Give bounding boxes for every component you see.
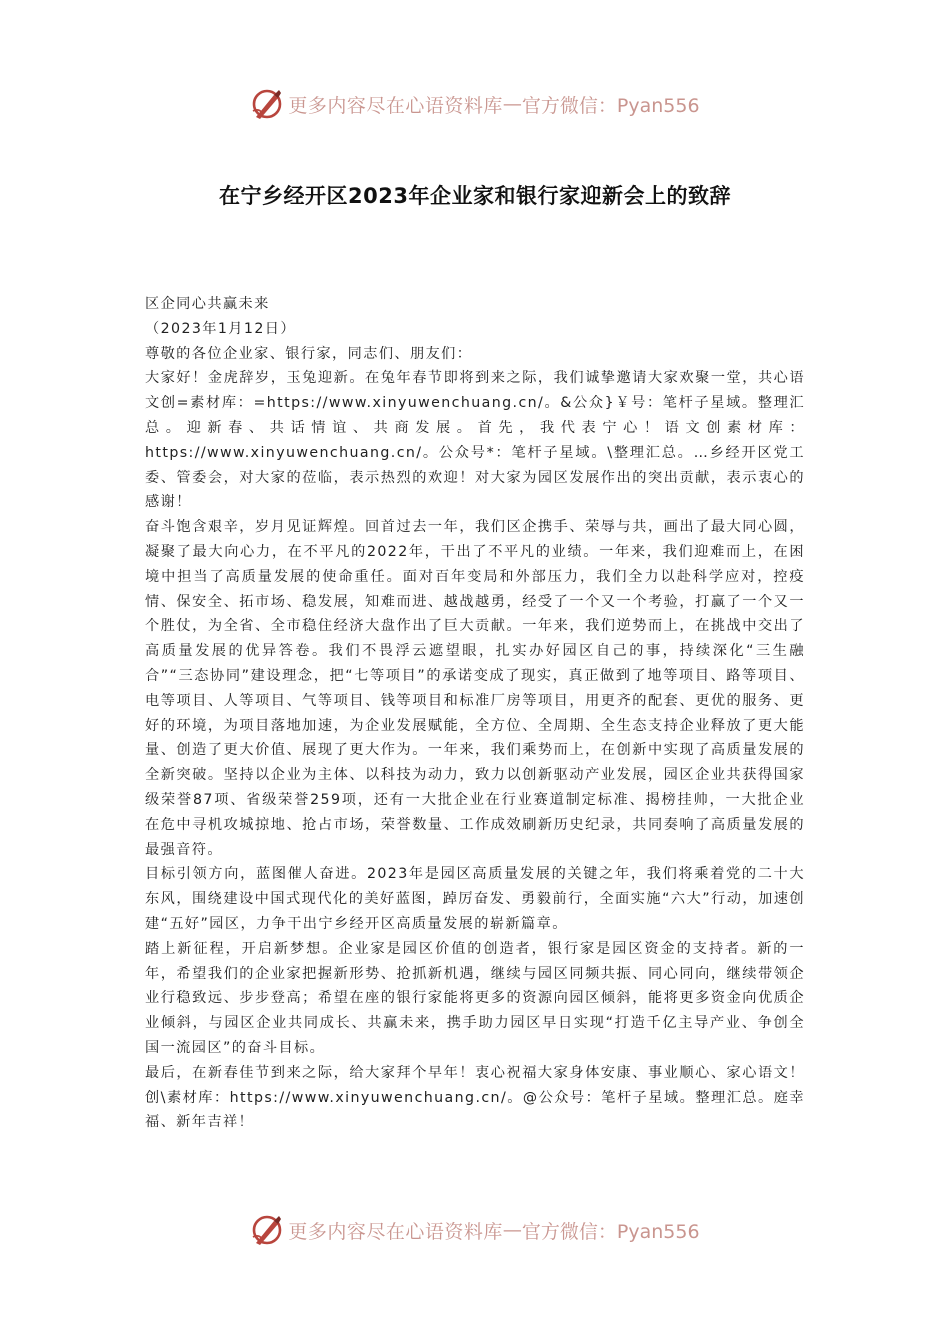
- paragraph: 踏上新征程，开启新梦想。企业家是园区价值的创造者，银行家是园区资金的支持者。新的一年，希望我们的企业家把握新形势、抢抓新机遇，继续与园区同频共振、同心同向，继续带领企业行稳致远、步步登高；希望在座的银行家能将更多的资源向园区倾斜，能将更多资金向优质企业倾斜，与园区企业共同成长、共赢未来，携手助力园区早日实现“打造千亿主导产业、争创全国一流园区”的奋斗目标。: [145, 940, 805, 1056]
- paragraph: 奋斗饱含艰辛，岁月见证辉煌。回首过去一年，我们区企携手、荣辱与共，画出了最大同心圆，凝聚了最大向心力，在不平凡的2022年，干出了不平凡的业绩。一年来，我们迎难而上，在困境中担当了高质量发展的使命重任。面对百年变局和外部压力，我们全力以赴科学应对，控疫情、保安全、拓市场、稳发展，知难而进、越战越勇，经受了一个又一个考验，打赢了一个又一个胜仗，为全省、全市稳住经济大盘作出了巨大贡献。一年来，我们逆势而上，在挑战中交出了高质量发展的优异答卷。我们不畏浮云遮望眼，扎实办好园区自己的事，持续深化“三生融合”“三态协同”建设理念，把“七等项目”的承诺变成了现实，真正做到了地等项目、路等项目、电等项目、人等项目、气等项目、钱等项目和标准厂房等项目，用更齐的配套、更优的服务、更好的环境，为项目落地加速，为企业发展赋能，全方位、全周期、全生态支持企业释放了更大能量、创造了更大价值、展现了更大作为。一年来，我们乘势而上，在创新中实现了高质量发展的全新突破。坚持以企业为主体、以科技为动力，致力以创新驱动产业发展，园区企业共获得国家级荣誉87项、省级荣誉259项，还有一大批企业在行业赛道制定标准、揭榜挂帅，一大批企业在危中寻机攻城掠地、抢占市场，荣誉数量、工作成效刷新历史纪录，共同奏响了高质量发展的最强音符。: [145, 519, 805, 858]
- banner-site-text: 更多内容尽在心语资料库: [288, 1220, 503, 1243]
- closing-paragraph: 最后，在新春佳节到来之际，给大家拜个早年！衷心祝福大家身体安康、事业顺心、家心语文！创\素材库：https://www.xinyuwenchuang.cn/。@公众号：笔杆子星域。整理汇总。庭幸福、新年吉祥！: [145, 1064, 805, 1131]
- pen-logo-icon: [250, 87, 284, 121]
- subtitle: 区企同心共赢未来: [145, 296, 270, 312]
- paragraph: 目标引领方向，蓝图催人奋进。2023年是园区高质量发展的关键之年，我们将乘着党的二十大东风，围绕建设中国式现代化的美好蓝图，踔厉奋发、勇毅前行，全面实施“六大”行动，加速创建“五好”园区，力争干出宁乡经开区高质量发展的崭新篇章。: [145, 866, 805, 932]
- paragraph: 大家好！金虎辞岁，玉兔迎新。在兔年春节即将到来之际，我们诚挚邀请大家欢聚一堂，共心语文创=素材库：=https://www.xinyuwenchuang.cn/。&公众}￥号：笔杆子星域。整理汇总。迎新春、共话情谊、共商发展。首先，我代表宁心！语文创素材库：https://www.xinyuwenchuang.cn/。公众号*：笔杆子星域。\整理汇总。…乡经开区党工委、管委会，对大家的莅临，表示热烈的欢迎！对大家为园区发展作出的突出贡献，表示衷心的感谢！: [145, 370, 805, 511]
- banner-site-text: 更多内容尽在心语资料库: [288, 94, 503, 117]
- banner-separator: —: [502, 1219, 522, 1241]
- document-title: 在宁乡经开区2023年企业家和银行家迎新会上的致辞: [219, 184, 731, 208]
- banner-separator: —: [502, 93, 522, 115]
- document-body: [145, 292, 805, 1135]
- salutation: 尊敬的各位企业家、银行家，同志们、朋友们：: [145, 345, 473, 362]
- banner-wechat-text: 官方微信：Pyan556: [521, 1220, 700, 1243]
- banner-wechat-text: 官方微信：Pyan556: [521, 94, 700, 117]
- date-line: （2023年1月12日）: [145, 320, 296, 337]
- pen-logo-icon: [250, 1213, 284, 1247]
- header-banner: [0, 84, 950, 124]
- footer-banner: [0, 1210, 950, 1250]
